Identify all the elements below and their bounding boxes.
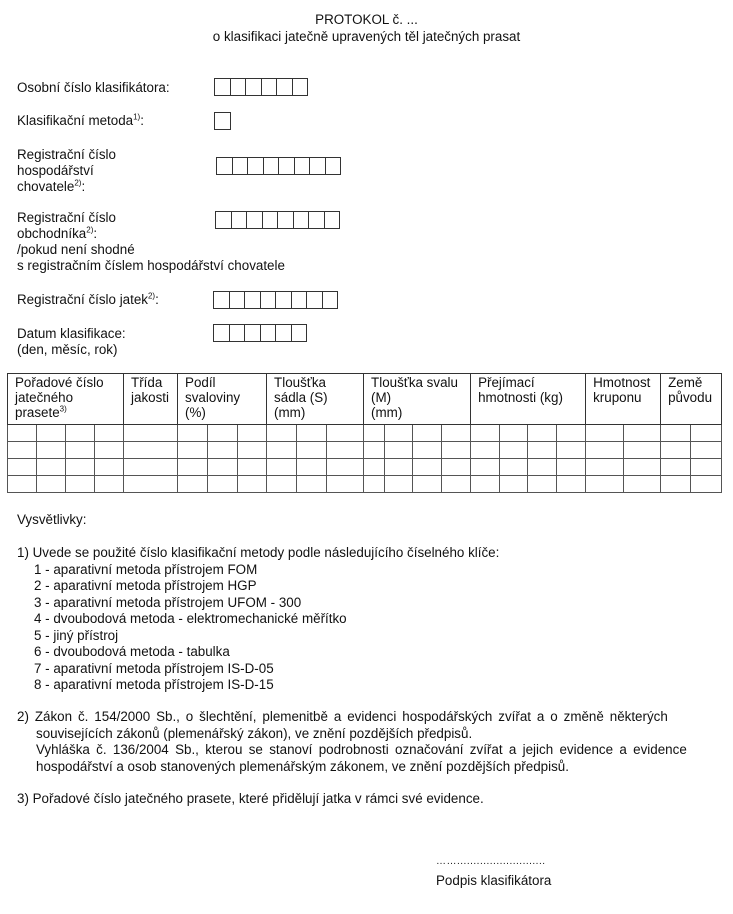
- col-zeme-puvodu: Země původu: [661, 374, 722, 425]
- digit-box[interactable]: [213, 291, 230, 309]
- digit-box[interactable]: [278, 157, 295, 175]
- col-podil-svaloviny: Podíl svaloviny (%): [178, 374, 267, 425]
- table-cell[interactable]: [364, 459, 385, 476]
- table-cell[interactable]: [471, 442, 500, 459]
- table-cell[interactable]: [178, 425, 208, 442]
- table-row: [8, 476, 722, 493]
- protocol-subtitle: o klasifikaci jatečně upravených těl jatečných prasat: [212, 29, 521, 44]
- table-cell[interactable]: [95, 425, 124, 442]
- table-cell[interactable]: [471, 476, 500, 493]
- registracni-cislo-obchodnika-input[interactable]: [215, 211, 340, 229]
- digit-box[interactable]: [306, 291, 323, 309]
- digit-box[interactable]: [291, 324, 308, 342]
- digit-box[interactable]: [244, 291, 261, 309]
- table-cell[interactable]: [471, 459, 500, 476]
- digit-box[interactable]: [244, 324, 261, 342]
- method-item: 8 - aparativní metoda přístrojem IS-D-15: [34, 677, 274, 692]
- method-item: 3 - aparativní metoda přístrojem UFOM - 300: [34, 594, 302, 610]
- table-cell[interactable]: [557, 476, 586, 493]
- klasifikacni-metoda-input[interactable]: [214, 112, 231, 130]
- table-cell[interactable]: [528, 425, 557, 442]
- digit-box[interactable]: [275, 324, 292, 342]
- table-cell[interactable]: [37, 459, 66, 476]
- table-row: [8, 425, 722, 442]
- table-cell[interactable]: [500, 459, 528, 476]
- digit-box[interactable]: [230, 78, 247, 96]
- col-tloustka-svalu: Tloušťka svalu (M) (mm): [364, 374, 471, 425]
- table-cell[interactable]: [95, 459, 124, 476]
- table-row: [8, 459, 722, 476]
- table-cell[interactable]: [327, 442, 364, 459]
- table-cell[interactable]: [471, 425, 500, 442]
- registracni-cislo-hospodarstvi-input[interactable]: [216, 157, 341, 175]
- table-cell[interactable]: [528, 459, 557, 476]
- table-cell[interactable]: [208, 459, 238, 476]
- table-cell[interactable]: [178, 442, 208, 459]
- table-cell[interactable]: [297, 425, 327, 442]
- digit-box[interactable]: [262, 211, 279, 229]
- table-cell[interactable]: [364, 442, 385, 459]
- table-cell[interactable]: [95, 476, 124, 493]
- classification-table: [7, 373, 722, 493]
- col-trida-jakosti: Třída jakosti: [124, 374, 178, 425]
- method-item: 2 - aparativní metoda přístrojem HGP: [34, 578, 257, 593]
- table-cell[interactable]: [66, 459, 95, 476]
- method-item: 7 - aparativní metoda přístrojem IS-D-05: [34, 660, 274, 676]
- table-cell[interactable]: [442, 425, 471, 442]
- table-cell[interactable]: [500, 476, 528, 493]
- table-cell[interactable]: [586, 476, 624, 493]
- digit-box[interactable]: [308, 211, 325, 229]
- digit-box[interactable]: [213, 324, 230, 342]
- table-cell[interactable]: [586, 442, 624, 459]
- table-cell[interactable]: [500, 425, 528, 442]
- digit-box[interactable]: [232, 157, 249, 175]
- table-cell[interactable]: [624, 442, 661, 459]
- signature-label: Podpis klasifikátora: [436, 873, 552, 888]
- table-cell[interactable]: [124, 442, 178, 459]
- table-cell[interactable]: [661, 442, 691, 459]
- digit-box[interactable]: [245, 78, 262, 96]
- signature-line[interactable]: ……...........................: [436, 856, 546, 867]
- table-cell[interactable]: [624, 425, 661, 442]
- digit-box[interactable]: [216, 157, 233, 175]
- table-cell[interactable]: [8, 425, 37, 442]
- table-cell[interactable]: [385, 425, 413, 442]
- table-cell[interactable]: [442, 442, 471, 459]
- note-1: 1) Uvede se použité číslo klasifikační metody podle následujícího číselného klíče: 1 - aparativní metoda přístrojem FOM 2 - aparativní metoda přístrojem HGP 3 - aparativní metoda přístrojem UFOM - 300 4 - dvoubodová metoda - elektromechanické měřítko 5 - jiný přístroj 6 - dvoubodová metoda - tabulka 7 - aparativní metoda přístrojem IS-D-05 8 - aparativní metoda přístrojem IS-D-15: [17, 545, 500, 692]
- table-cell[interactable]: [178, 459, 208, 476]
- note-3: 3) Pořadové číslo jatečného prasete, které přidělují jatka v rámci své evidence.: [17, 791, 484, 806]
- digit-box[interactable]: [261, 78, 278, 96]
- table-cell[interactable]: [327, 459, 364, 476]
- table-cell[interactable]: [37, 442, 66, 459]
- table-cell[interactable]: [124, 476, 178, 493]
- method-item: 1 - aparativní metoda přístrojem FOM: [34, 561, 258, 577]
- table-cell[interactable]: [661, 425, 691, 442]
- label-osobni-cislo: Osobní číslo klasifikátora:: [17, 80, 170, 95]
- table-cell[interactable]: [413, 442, 442, 459]
- table-cell[interactable]: [624, 459, 661, 476]
- protocol-title: PROTOKOL č. ...: [315, 12, 418, 27]
- notes-heading: Vysvětlivky:: [17, 512, 87, 527]
- method-item: 4 - dvoubodová metoda - elektromechanické měřítko: [34, 611, 347, 626]
- digit-box[interactable]: [247, 157, 264, 175]
- col-tloustka-sadla: Tloušťka sádla (S) (mm): [267, 374, 364, 425]
- table-cell[interactable]: [413, 425, 442, 442]
- note-2: 2) Zákon č. 154/2000 Sb., o šlechtění, plemenitbě a evidenci hospodářských zvířat a o změně některých souvisejících zákonů (plemenářský zákon), ve znění pozdějších předpisů. Vyhláška č. 136/2004 Sb., kterou se stanoví podrobnosti označování zvířat a jejich evidence a evidence hospodářství a osob stanovených plemenářským zákonem, ve znění pozdějších předpisů.: [17, 709, 687, 774]
- table-cell[interactable]: [442, 476, 471, 493]
- table-cell[interactable]: [364, 425, 385, 442]
- digit-box[interactable]: [309, 157, 326, 175]
- table-cell[interactable]: [327, 425, 364, 442]
- table-cell[interactable]: [267, 442, 297, 459]
- table-cell[interactable]: [238, 459, 267, 476]
- digit-box[interactable]: [277, 211, 294, 229]
- registracni-cislo-jatek-input[interactable]: [213, 291, 338, 309]
- table-cell[interactable]: [8, 476, 37, 493]
- table-cell[interactable]: [557, 442, 586, 459]
- digit-box[interactable]: [294, 157, 311, 175]
- table-cell[interactable]: [500, 442, 528, 459]
- table-cell[interactable]: [413, 476, 442, 493]
- digit-box[interactable]: [231, 211, 248, 229]
- table-cell[interactable]: [661, 476, 691, 493]
- digit-box[interactable]: [322, 291, 339, 309]
- datum-klasifikace-input[interactable]: [213, 324, 307, 342]
- digit-box[interactable]: [275, 291, 292, 309]
- table-cell[interactable]: [691, 476, 722, 493]
- table-cell[interactable]: [37, 476, 66, 493]
- table-cell[interactable]: [385, 476, 413, 493]
- table-cell[interactable]: [267, 425, 297, 442]
- label-registracni-cislo-obchodnika: Registrační číslo obchodníka$^{2)}$: /pokud není shodné s registračním číslem hospodářství chovatele: [17, 210, 285, 273]
- method-item: 5 - jiný přístroj: [34, 627, 119, 643]
- col-prejimaci-hmotnost: Přejímací hmotnosti (kg): [471, 374, 586, 425]
- table-header-row: [8, 374, 722, 425]
- digit-box[interactable]: [293, 211, 310, 229]
- table-cell[interactable]: [691, 459, 722, 476]
- label-klasifikacni-metoda: Klasifikační metoda$^{1)}$:: [17, 112, 144, 128]
- label-datum-klasifikace: Datum klasifikace: (den, měsíc, rok): [17, 326, 126, 357]
- digit-box[interactable]: [325, 157, 342, 175]
- table-cell[interactable]: [528, 442, 557, 459]
- table-cell[interactable]: [208, 425, 238, 442]
- table-cell[interactable]: [297, 476, 327, 493]
- table-cell[interactable]: [267, 476, 297, 493]
- table-row: [8, 442, 722, 459]
- table-cell[interactable]: [528, 476, 557, 493]
- table-cell[interactable]: [327, 476, 364, 493]
- table-cell[interactable]: [413, 459, 442, 476]
- table-cell[interactable]: [691, 442, 722, 459]
- table-cell[interactable]: [624, 476, 661, 493]
- table-cell[interactable]: [385, 459, 413, 476]
- table-cell[interactable]: [364, 476, 385, 493]
- table-cell[interactable]: [124, 425, 178, 442]
- digit-box[interactable]: [276, 78, 293, 96]
- table-cell[interactable]: [66, 476, 95, 493]
- table-cell[interactable]: [66, 442, 95, 459]
- table-cell[interactable]: [661, 459, 691, 476]
- label-registracni-cislo-jatek: Registrační číslo jatek$^{2)}$:: [17, 291, 159, 307]
- table-cell[interactable]: [124, 459, 178, 476]
- digit-box[interactable]: [215, 211, 232, 229]
- table-cell[interactable]: [238, 442, 267, 459]
- table-cell[interactable]: [586, 459, 624, 476]
- table-cell[interactable]: [691, 425, 722, 442]
- col-poradove-cislo: Pořadové číslo jatečného prasete$^{3)}$: [8, 374, 124, 425]
- table-cell[interactable]: [238, 425, 267, 442]
- table-cell[interactable]: [208, 476, 238, 493]
- osobni-cislo-input[interactable]: [214, 78, 308, 96]
- table-cell[interactable]: [178, 476, 208, 493]
- digit-box[interactable]: [324, 211, 341, 229]
- table-cell[interactable]: [238, 476, 267, 493]
- table-cell[interactable]: [66, 425, 95, 442]
- table-cell[interactable]: [385, 442, 413, 459]
- digit-box[interactable]: [214, 78, 231, 96]
- digit-box[interactable]: [229, 324, 246, 342]
- col-hmotnost-kruponu: Hmotnost kruponu: [586, 374, 661, 425]
- digit-box[interactable]: [263, 157, 280, 175]
- table-cell[interactable]: [557, 425, 586, 442]
- table-cell[interactable]: [586, 425, 624, 442]
- digit-box[interactable]: [260, 291, 277, 309]
- table-cell[interactable]: [8, 442, 37, 459]
- table-cell[interactable]: [442, 459, 471, 476]
- table-cell[interactable]: [37, 425, 66, 442]
- table-cell[interactable]: [208, 442, 238, 459]
- table-cell[interactable]: [297, 442, 327, 459]
- table-cell[interactable]: [267, 459, 297, 476]
- digit-box[interactable]: [214, 112, 231, 130]
- label-registracni-cislo-hospodarstvi: Registrační číslo hospodářství chovatele$^{2)}$:: [17, 147, 116, 194]
- digit-box[interactable]: [291, 291, 308, 309]
- digit-box[interactable]: [260, 324, 277, 342]
- table-cell[interactable]: [557, 459, 586, 476]
- digit-box[interactable]: [246, 211, 263, 229]
- table-cell[interactable]: [8, 459, 37, 476]
- method-item: 6 - dvoubodová metoda - tabulka: [34, 644, 230, 659]
- table-cell[interactable]: [297, 459, 327, 476]
- digit-box[interactable]: [229, 291, 246, 309]
- digit-box[interactable]: [292, 78, 309, 96]
- table-cell[interactable]: [95, 442, 124, 459]
